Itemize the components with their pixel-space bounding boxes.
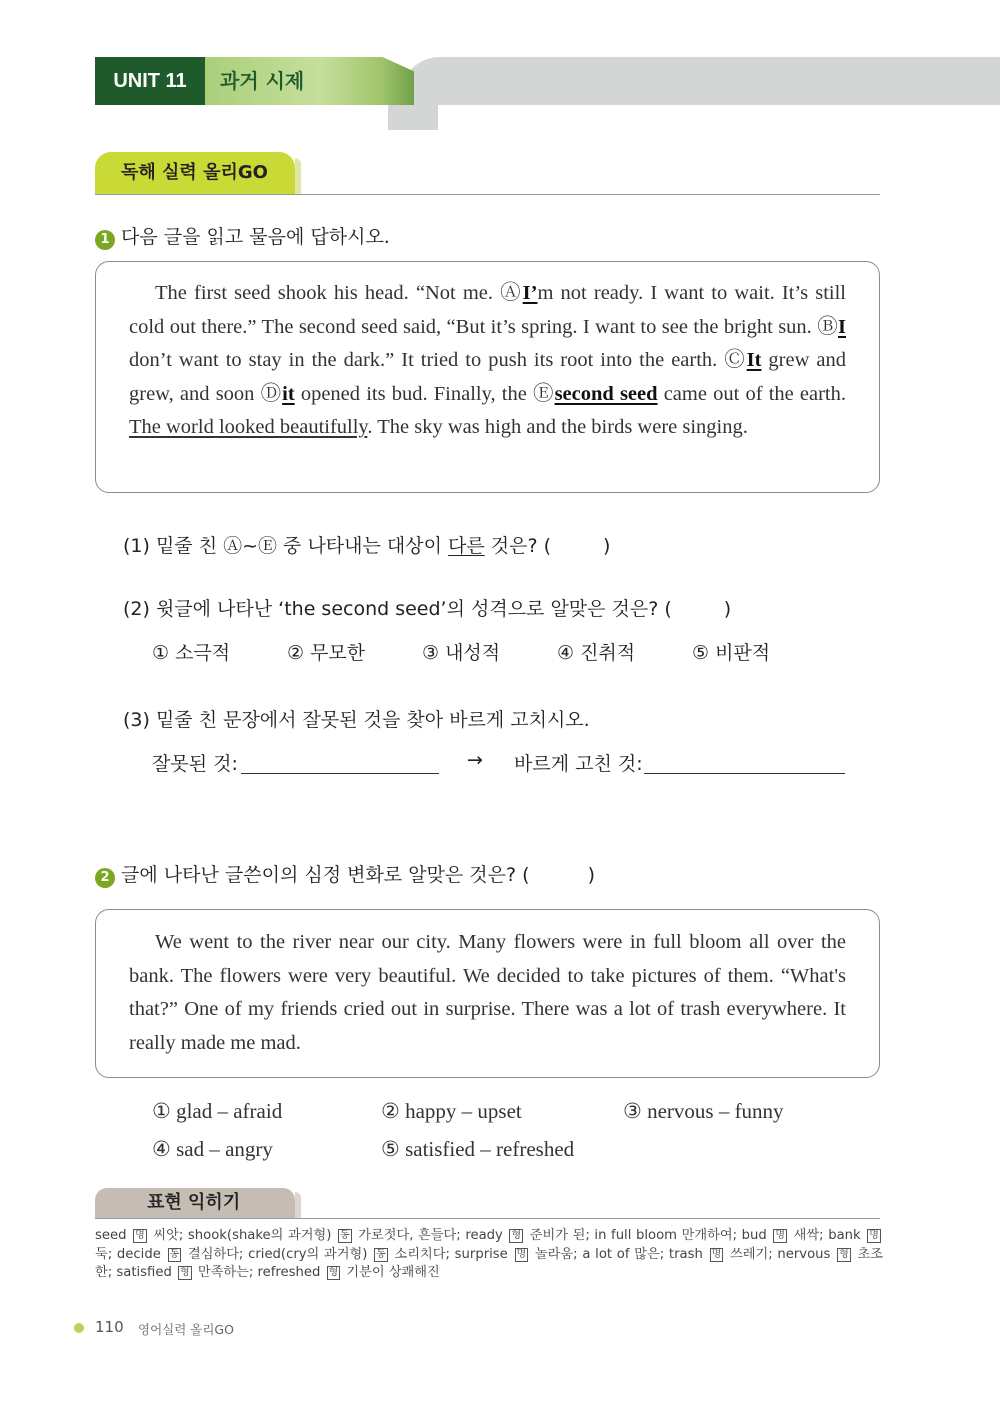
vocab-text: 결심하다; cried(cry의 과거형) (183, 1246, 368, 1262)
verb-tag: 동 (169, 1248, 180, 1260)
passage-1-text (129, 277, 846, 445)
question-2-close: ) (587, 864, 595, 886)
adjective-tag: 형 (511, 1230, 522, 1241)
vocab-text: 쓰레기; nervous (725, 1246, 831, 1262)
option-3[interactable]: ③ 내성적 (422, 642, 501, 664)
option-5[interactable]: ⑤ 비판적 (692, 642, 771, 664)
q2-option-3[interactable]: ③ nervous – funny (623, 1099, 784, 1123)
vocab-text: 기분이 상쾌해진 (342, 1265, 440, 1280)
passage-1-part: grew and grew, and soon (129, 349, 846, 405)
sub-question-1-tail: 것은? ( (484, 535, 552, 557)
vocab-text: 소리치다; surprise (389, 1246, 508, 1262)
wrong-answer-line[interactable] (241, 753, 439, 774)
noun-tag: 명 (135, 1230, 145, 1241)
vocab-text: 새싹; bank (789, 1228, 861, 1243)
option-2[interactable]: ② 무모한 (287, 642, 366, 664)
underlined-sentence: The world looked beautifully (129, 416, 368, 438)
option-1[interactable]: ① 소극적 (152, 642, 231, 664)
noun-tag: 명 (869, 1230, 879, 1241)
noun-tag: 명 (516, 1248, 527, 1260)
adjective-tag: 형 (839, 1248, 849, 1260)
underline-e: second seed (554, 382, 658, 405)
q2-option-5[interactable]: ⑤ satisfied – refreshed (381, 1137, 575, 1161)
q2-option-4[interactable]: ④ sad – angry (152, 1137, 273, 1161)
section-tab-shadow (295, 158, 301, 194)
sub-question-1 (123, 531, 610, 558)
sub-question-2-text: (2) 윗글에 나타난 ‘the second seed’의 성격으로 알맞은 것은? ( (123, 598, 672, 620)
arrow-icon: → (467, 749, 483, 771)
sub-question-1-text: (1) 밑줄 친 Ⓐ~Ⓔ 중 나타내는 대상이 (123, 535, 449, 557)
underline-c: It (746, 349, 762, 371)
vocab-text: 둑; decide (95, 1246, 161, 1262)
section-tab: 독해 실력 올리GO (95, 152, 295, 194)
vocab-text: 씨앗; shook(shake의 과거형) (148, 1228, 332, 1243)
expressions-tab-shadow (295, 1192, 301, 1218)
section-divider (95, 194, 880, 195)
mark-d: Ⓓ (260, 382, 283, 405)
passage-1-part: The first seed shook his head. “Not me. (155, 282, 501, 304)
passage-1-box (95, 261, 880, 493)
passage-2-text: We went to the river near our city. Many flowers were in full bloom all over the bank. The flowers were very beautiful. We decided to take pictures of them. “What's that?” One of my friends cried out in surprise. There was a lot of trash everywhere. It really made me mad. (129, 931, 846, 1054)
wrong-label: 잘못된 것: (152, 753, 238, 775)
noun-tag: 명 (775, 1230, 786, 1241)
sub-question-3: (3) 밑줄 친 문장에서 잘못된 것을 찾아 바르게 고치시오. (123, 709, 590, 731)
question-1-instruction: 다음 글을 읽고 물음에 답하시오. (121, 226, 390, 248)
page-bullet-icon (74, 1323, 84, 1333)
vocab-text: 가로젓다, 흔들다; ready (353, 1228, 503, 1243)
vocab-text: 초조한; satisfied (95, 1246, 884, 1280)
expressions-divider (95, 1218, 880, 1219)
verb-tag: 동 (340, 1230, 350, 1241)
sub-question-1-close: ) (603, 535, 611, 557)
passage-1-part: opened its bud. Finally, the (294, 382, 534, 405)
option-4[interactable]: ④ 진취적 (557, 642, 636, 664)
adjective-tag: 형 (180, 1267, 190, 1278)
underline-a: I’ (522, 282, 538, 304)
underline-d: it (282, 382, 295, 405)
passage-2-box (95, 909, 880, 1078)
verb-tag: 동 (376, 1248, 386, 1260)
question-1-number: 1 (95, 230, 115, 250)
vocabulary-list (95, 1227, 883, 1283)
question-2-heading (95, 860, 595, 888)
sub-question-2-close: ) (723, 598, 732, 620)
question-2-number: 2 (95, 868, 115, 888)
book-title: 영어실력 올리GO (138, 1322, 234, 1337)
question-2-instruction: 글에 나타난 글쓴이의 심정 변화로 알맞은 것은? ( (121, 864, 530, 886)
mark-a: Ⓐ (500, 282, 523, 304)
passage-1-part: don’t want to stay in the dark.” It tried to push its root into the earth. (129, 349, 725, 371)
passage-1-part: . The sky was high and the birds were singing. (367, 416, 748, 438)
adjective-tag: 형 (328, 1267, 339, 1278)
expressions-tab: 표현 익히기 (95, 1188, 295, 1218)
header-gray-band (400, 57, 1000, 105)
vocab-text: 놀라움; a lot of 많은; trash (530, 1246, 703, 1262)
vocab-text: 준비가 된; in full bloom 만개하여; bud (525, 1228, 767, 1243)
question-1-heading (95, 222, 390, 250)
vocab-text: seed (95, 1228, 127, 1243)
q2-option-1[interactable]: ① glad – afraid (152, 1099, 283, 1123)
mark-e: Ⓔ (533, 382, 555, 405)
right-label: 바르게 고친 것: (514, 753, 643, 775)
mark-c: Ⓒ (724, 349, 747, 371)
page-number: 110 (95, 1318, 124, 1336)
noun-tag: 명 (711, 1248, 722, 1260)
sub-question-2 (123, 594, 731, 621)
q2-option-2[interactable]: ② happy – upset (381, 1099, 522, 1123)
sub-question-1-underlined: 다른 (448, 535, 485, 557)
vocab-text: 만족하는; refreshed (193, 1265, 321, 1280)
passage-1-part: came out of the earth. (657, 382, 846, 405)
right-answer-line[interactable] (644, 753, 845, 774)
unit-title: 과거 시제 (220, 69, 305, 93)
passage-1-part: m not ready. I want to wait. It’s still cold out there.” The second seed said, “But it’s spring. I want to see the bright sun. (129, 282, 846, 338)
mark-b: Ⓑ (817, 315, 839, 338)
underline-b: I (838, 315, 846, 338)
unit-label: UNIT 11 (95, 57, 205, 105)
